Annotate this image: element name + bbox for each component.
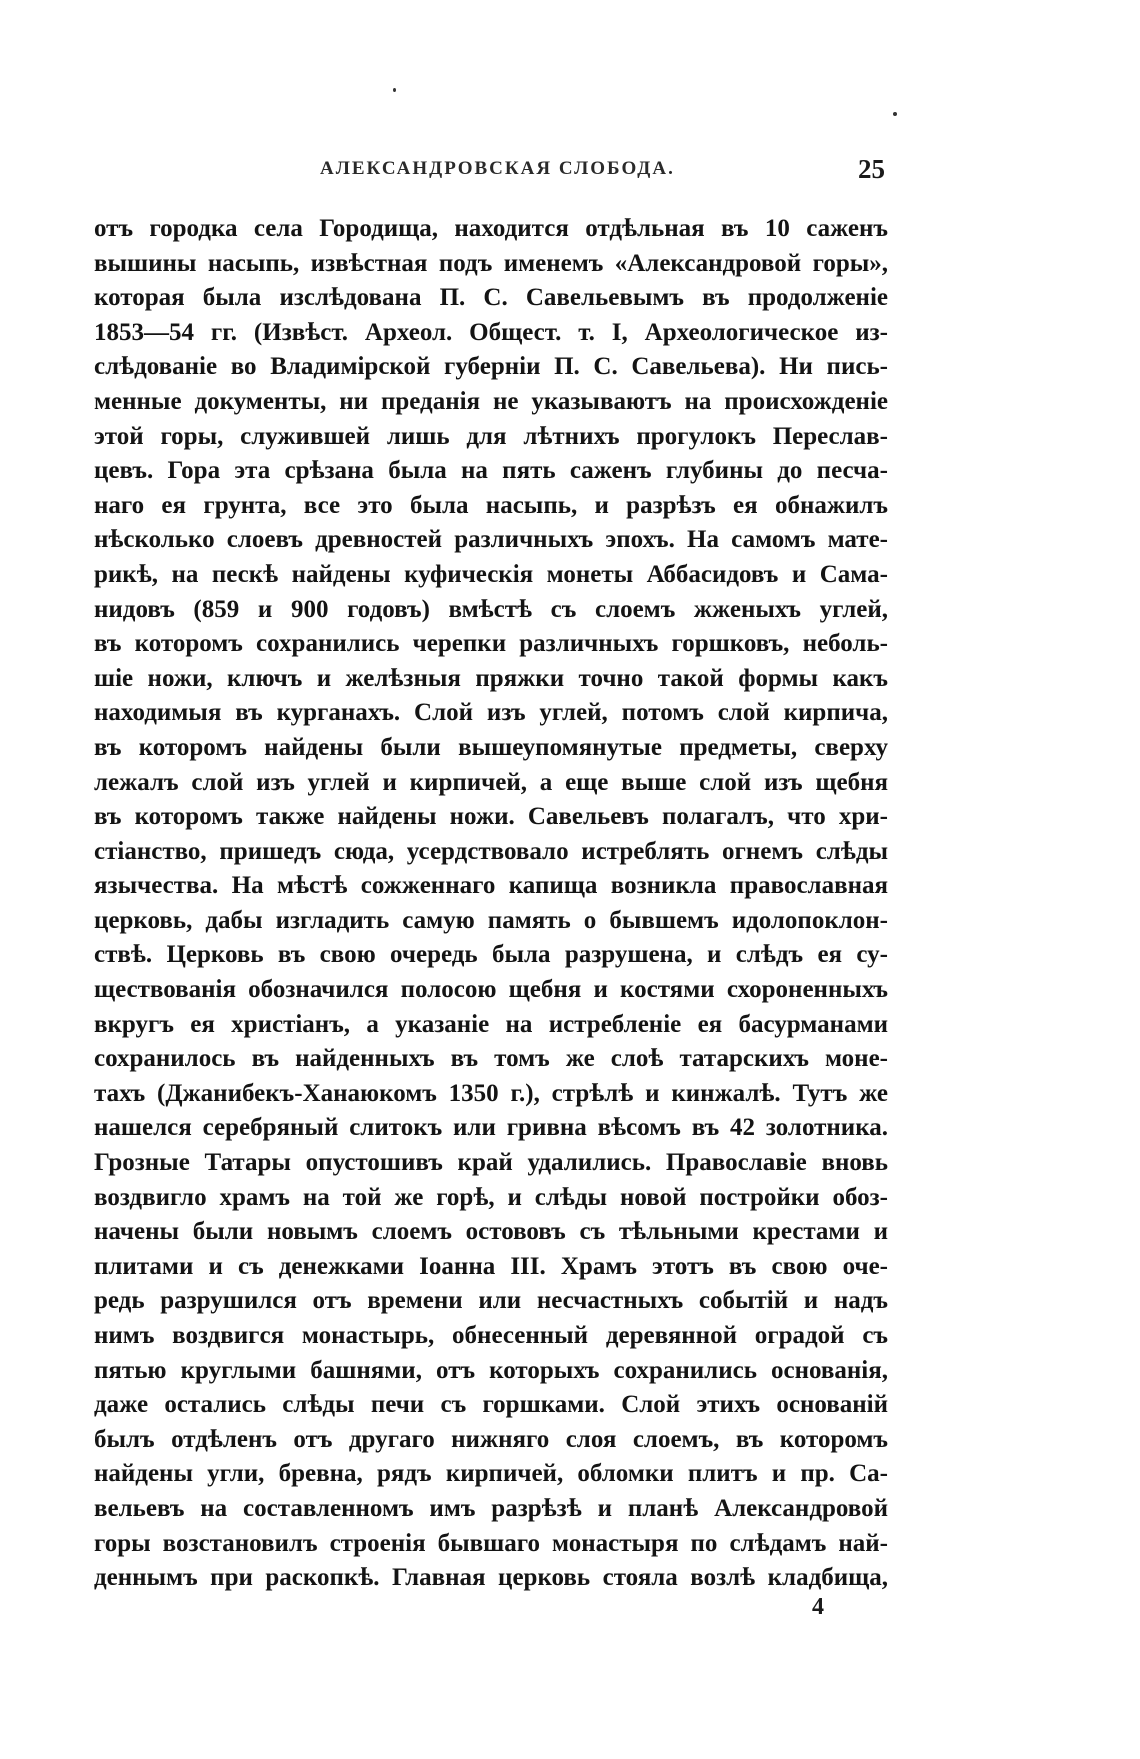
text-line: слѣдованіе во Владимірской губерніи П. С. Савельева). Ни пись- bbox=[94, 353, 888, 381]
text-line: воздвигло храмъ на той же горѣ, и слѣды новой постройки обоз- bbox=[94, 1183, 888, 1211]
text-line: Грозные Татары опустошивъ край удалились. Православіе вновь bbox=[94, 1149, 888, 1177]
text-line: шіе ножи, ключъ и желѣзныя пряжки точно такой формы какъ bbox=[94, 664, 888, 692]
body-text bbox=[94, 212, 888, 1596]
text-line: нашелся серебряный слитокъ или гривна вѣсомъ въ 42 золотника. bbox=[94, 1114, 888, 1142]
text-line: нѣсколько слоевъ древностей различныхъ эпохъ. На самомъ мате- bbox=[94, 526, 888, 554]
text-line: ствѣ. Церковь въ свою очередь была разрушена, и слѣдъ ея су- bbox=[94, 941, 888, 969]
text-line: наго ея грунта, все это была насыпь, и разрѣзъ ея обнажилъ bbox=[94, 491, 888, 519]
text-line: нидовъ (859 и 900 годовъ) вмѣстѣ съ слоемъ жженыхъ углей, bbox=[94, 595, 888, 623]
running-header: АЛЕКСАНДРОВСКАЯ СЛОБОДА. bbox=[320, 158, 675, 179]
text-line: въ которомъ также найдены ножи. Савельевъ полагалъ, что хри- bbox=[94, 803, 888, 831]
text-line: лежалъ слой изъ углей и кирпичей, а еще выше слой изъ щебня bbox=[94, 768, 888, 796]
text-line: начены были новымъ слоемъ остововъ съ тѣльными крестами и bbox=[94, 1218, 888, 1246]
text-line: вышины насыпь, извѣстная подъ именемъ «Александровой горы», bbox=[94, 249, 888, 277]
text-line: вельевъ на составленномъ имъ разрѣзѣ и планѣ Александровой bbox=[94, 1494, 888, 1522]
text-line: былъ отдѣленъ отъ другаго нижняго слоя слоемъ, въ которомъ bbox=[94, 1425, 888, 1453]
text-line: тахъ (Джанибекъ-Ханаюкомъ 1350 г.), стрѣлѣ и кинжалѣ. Тутъ же bbox=[94, 1079, 888, 1107]
text-line: этой горы, служившей лишь для лѣтнихъ прогулокъ Переслав- bbox=[94, 422, 888, 450]
text-line: стіанство, пришедъ сюда, усердствовало истреблять огнемъ слѣды bbox=[94, 837, 888, 865]
text-line: въ которомъ найдены были вышеупомянутые предметы, сверху bbox=[94, 733, 888, 761]
text-line: отъ городка села Городища, находится отдѣльная въ 10 саженъ bbox=[94, 215, 888, 242]
text-line: которая была изслѣдована П. С. Савельевымъ въ продолженіе bbox=[94, 284, 888, 312]
text-line: редь разрушился отъ времени или несчастныхъ событій и надъ bbox=[94, 1287, 888, 1315]
signature-mark: 4 bbox=[812, 1594, 824, 1620]
text-line: въ которомъ сохранились черепки различныхъ горшковъ, неболь- bbox=[94, 630, 888, 658]
text-line: горы возстановилъ строенія бывшаго монастыря по слѣдамъ най- bbox=[94, 1529, 888, 1557]
text-line: нимъ воздвигся монастырь, обнесенный деревянной оградой съ bbox=[94, 1322, 888, 1349]
text-line: находимыя въ курганахъ. Слой изъ углей, потомъ слой кирпича, bbox=[94, 699, 888, 727]
text-line: плитами и съ денежками Іоанна III. Храмъ этотъ въ свою оче- bbox=[94, 1252, 888, 1280]
text-line: вкругъ ея христіанъ, а указаніе на истребленіе ея басурманами bbox=[94, 1010, 888, 1038]
text-line: пятью круглыми башнями, отъ которыхъ сохранились основанія, bbox=[94, 1356, 888, 1384]
text-line: язычества. На мѣстѣ сожженнаго капища возникла православная bbox=[94, 872, 888, 900]
scan-speck bbox=[393, 88, 396, 92]
text-line: найдены угли, бревна, рядъ кирпичей, обломки плитъ и пр. Са- bbox=[94, 1460, 888, 1488]
text-line: рикѣ, на пескѣ найдены куфическія монеты Аббасидовъ и Сама- bbox=[94, 560, 888, 588]
scan-speck bbox=[893, 112, 897, 116]
text-line: деннымъ при раскопкѣ. Главная церковь стояла возлѣ кладбища, bbox=[94, 1564, 888, 1592]
text-line: ществованія обозначился полосою щебня и костями схороненныхъ bbox=[94, 976, 888, 1004]
text-line: сохранилось въ найденныхъ въ томъ же слоѣ татарскихъ моне- bbox=[94, 1045, 888, 1073]
text-line: цевъ. Гора эта срѣзана была на пять саженъ глубины до песча- bbox=[94, 457, 888, 485]
text-line: даже остались слѣды печи съ горшками. Слой этихъ основаній bbox=[94, 1391, 888, 1419]
text-line: церковь, дабы изгладить самую память о бывшемъ идолопоклон- bbox=[94, 906, 888, 934]
text-line: 1853—54 гг. (Извѣст. Археол. Общест. т. I, Археологическое из- bbox=[94, 318, 888, 346]
text-line: менные документы, ни преданія не указываютъ на происхожденіе bbox=[94, 387, 888, 415]
page-number: 25 bbox=[858, 154, 885, 184]
